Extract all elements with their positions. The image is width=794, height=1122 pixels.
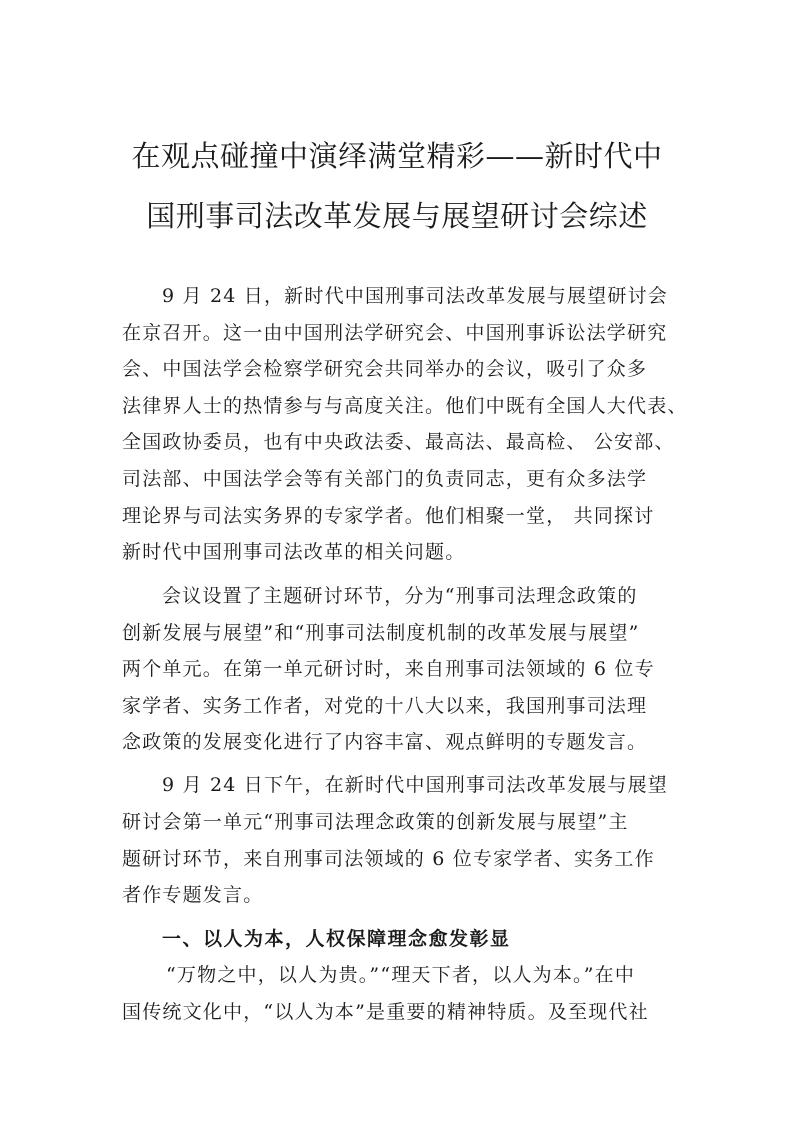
paragraph-2-line-2: 创新发展与展望”和“刑事司法制度机制的改革发展与展望” [122, 622, 640, 644]
paragraph-1-line-2: 在京召开。这一由中国刑法学研究会、中国刑事诉讼法学研究 [122, 322, 668, 344]
title-line-2: 国刑事司法改革发展与展望研讨会综述 [146, 199, 648, 233]
paragraph-1-line-3: 会、中国法学会检察学研究会共同举办的会议，吸引了众多 [122, 358, 648, 380]
paragraph-3-line-1: 9 月 24 日下午，在新时代中国刑事司法改革发展与展望 [162, 774, 668, 796]
paragraph-1-line-5: 全国政协委员，也有中央政法委、最高法、最高检、 公安部、 [122, 431, 675, 453]
paragraph-2-line-5: 念政策的发展变化进行了内容丰富、观点鲜明的专题发言。 [122, 731, 648, 753]
paragraph-3-line-4: 者作专题发言。 [122, 884, 264, 906]
paragraph-2-line-1: 会议设置了主题研讨环节，分为“刑事司法理念政策的 [162, 585, 638, 607]
section-heading: 一、以人为本，人权保障理念愈发彰显 [162, 928, 511, 950]
paragraph-1-line-4: 法律界人士的热情参与与高度关注。他们中既有全国人大代表、 [122, 395, 688, 417]
title-line-1: 在观点碰撞中演绎满堂精彩——新时代中 [131, 139, 663, 173]
paragraph-3-line-2: 研讨会第一单元“刑事司法理念政策的创新发展与展望”主 [122, 811, 629, 833]
paragraph-1-line-6: 司法部、中国法学会等有关部门的负责同志，更有众多法学 [122, 468, 648, 490]
paragraph-4-line-2: 国传统文化中，“以人为本”是重要的精神特质。及至现代社 [122, 1001, 649, 1023]
paragraph-1-line-8: 新时代中国刑事司法改革的相关问题。 [122, 541, 466, 563]
paragraph-3-line-3: 题研讨环节，来自刑事司法领域的 6 位专家学者、实务工作 [122, 848, 655, 870]
paragraph-1-line-7: 理论界与司法实务界的专家学者。他们相聚一堂， 共同探讨 [122, 505, 655, 527]
paragraph-1-line-1: 9 月 24 日，新时代中国刑事司法改革发展与展望研讨会 [162, 285, 668, 307]
paragraph-4-line-1: “万物之中，以人为贵。”“理天下者，以人为本。”在中 [166, 964, 636, 986]
paragraph-2-line-3: 两个单元。在第一单元研讨时，来自刑事司法领域的 6 位专 [122, 658, 655, 680]
paragraph-2-line-4: 家学者、实务工作者，对党的十八大以来，我国刑事司法理 [122, 695, 648, 717]
